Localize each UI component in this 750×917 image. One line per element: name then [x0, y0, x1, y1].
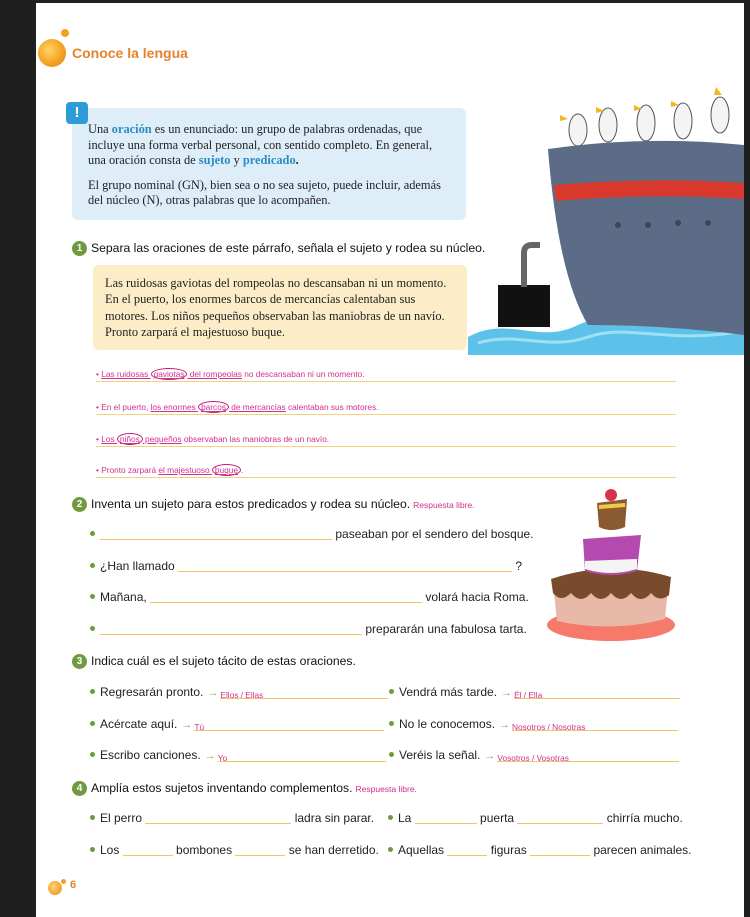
- sun-dot-icon: [61, 879, 66, 884]
- bullet-icon: [90, 594, 95, 599]
- q2-item-3: Mañana, volará hacia Roma.: [90, 590, 529, 604]
- question-number-badge: 4: [72, 781, 87, 796]
- ship-illustration: [468, 75, 744, 365]
- q4-item-1: El perro ladra sin parar.: [90, 811, 374, 825]
- exercise-paragraph: Las ruidosas gaviotas del rompeolas no descansaban ni un momento. En el puerto, los enormes barcos de mercancías calentaban sus motores. Los niños pequeños observaban las maniobras de un navío. Pronto zarpará el majestuoso buque.: [93, 265, 467, 350]
- question-number-badge: 3: [72, 654, 87, 669]
- arrow-icon: →: [204, 750, 216, 762]
- bullet-icon: [90, 847, 95, 852]
- q4-item-3: Los bombones se han derretido.: [90, 843, 379, 857]
- q4-item-4: Aquellas figuras parecen animales.: [388, 843, 692, 857]
- q2-item-1: paseaban por el sendero del bosque.: [90, 527, 534, 541]
- q4-blank[interactable]: [145, 813, 291, 824]
- question-3-title: Indica cuál es el sujeto tácito de estas oraciones.: [91, 654, 356, 668]
- bullet-icon: [90, 689, 95, 694]
- q4-blank[interactable]: [235, 845, 285, 856]
- section-title: Conoce la lengua: [72, 45, 188, 61]
- info-paragraph-1: Una oración es un enunciado: un grupo de palabras ordenadas, que incluye una forma verbal personal, con sentido completo. En general, una oración consta de sujeto y predicado.: [88, 122, 433, 167]
- q3-left-item-1: Regresarán pronto. → Ellos / Ellas: [90, 685, 388, 699]
- question-4-heading: [72, 781, 417, 796]
- answer-line-3: • Los niños pequeños observaban las maniobras de un navío.: [96, 433, 676, 447]
- question-3-heading: [72, 654, 356, 669]
- sun-icon: [38, 39, 66, 67]
- q3-answer-blank[interactable]: Nosotros / Nosotras: [512, 719, 678, 731]
- q2-item-2: ¿Han llamado ?: [90, 559, 522, 573]
- question-1-title: Separa las oraciones de este párrafo, señala el sujeto y rodea su núcleo.: [91, 241, 486, 255]
- q4-blank[interactable]: [415, 813, 477, 824]
- q2-blank-2[interactable]: [178, 561, 512, 572]
- bullet-icon: [90, 563, 95, 568]
- question-number-badge: 2: [72, 497, 87, 512]
- q2-blank-3[interactable]: [150, 592, 422, 603]
- question-1-heading: [72, 241, 485, 256]
- answer-line-4: • Pronto zarpará el majestuoso buque .: [96, 464, 676, 478]
- bullet-icon: [389, 721, 394, 726]
- free-answer-note: Respuesta libre.: [413, 500, 475, 510]
- arrow-icon: →: [484, 750, 496, 762]
- q2-blank-1[interactable]: [100, 529, 332, 540]
- arrow-icon: →: [501, 687, 513, 699]
- question-4-title: Amplía estos sujetos inventando complementos.: [91, 781, 353, 795]
- free-answer-note: Respuesta libre.: [355, 784, 417, 794]
- q3-answer-blank[interactable]: Yo: [218, 750, 386, 762]
- bullet-icon: [388, 815, 393, 820]
- q4-blank[interactable]: [447, 845, 487, 856]
- answer-line-1: • Las ruidosas gaviotas del rompeolas no descansaban ni un momento.: [96, 368, 676, 382]
- sun-icon: [48, 881, 62, 895]
- info-paragraph-2: El grupo nominal (GN), bien sea o no sea sujeto, puede incluir, además del núcleo (N), otras palabras que lo acompañen.: [88, 177, 441, 207]
- bullet-icon: [90, 752, 95, 757]
- arrow-icon: →: [499, 719, 511, 731]
- bullet-icon: [90, 531, 95, 536]
- textbook-page: [36, 3, 744, 917]
- q3-right-item-2: No le conocemos. → Nosotros / Nosotras: [389, 717, 678, 731]
- page-number: 6: [70, 879, 77, 891]
- q3-right-item-1: Vendrá más tarde. → Él / Ella: [389, 685, 680, 699]
- bullet-icon: [90, 721, 95, 726]
- bullet-icon: [90, 626, 95, 631]
- grammar-info-box: [72, 108, 466, 220]
- bullet-icon: [90, 815, 95, 820]
- question-2-title: Inventa un sujeto para estos predicados y rodea su núcleo.: [91, 497, 411, 511]
- q3-answer-blank[interactable]: Ellos / Ellas: [220, 687, 388, 699]
- q4-blank[interactable]: [517, 813, 603, 824]
- nucleus-circle: niños: [117, 433, 143, 445]
- arrow-icon: →: [181, 719, 193, 731]
- q4-blank[interactable]: [123, 845, 173, 856]
- q3-left-item-3: Escribo canciones. → Yo: [90, 748, 386, 762]
- sun-dot-icon: [61, 29, 69, 37]
- q3-answer-blank[interactable]: Tú: [194, 719, 384, 731]
- nucleus-circle: barcos: [198, 401, 229, 413]
- q3-left-item-2: Acércate aquí. → Tú: [90, 717, 384, 731]
- exclamation-icon: !: [66, 102, 88, 124]
- bullet-icon: [388, 847, 393, 852]
- bullet-icon: [389, 689, 394, 694]
- answer-line-2: • En el puerto, los enormes barcos de mercancías calentaban sus motores.: [96, 401, 676, 415]
- q3-answer-blank[interactable]: Vosotros / Vosotras: [497, 750, 679, 762]
- q3-answer-blank[interactable]: Él / Ella: [514, 687, 680, 699]
- arrow-icon: →: [207, 687, 219, 699]
- bullet-icon: [389, 752, 394, 757]
- q2-blank-4[interactable]: [100, 624, 362, 635]
- nucleus-circle: buque: [212, 464, 241, 476]
- question-2-heading: [72, 497, 475, 512]
- q3-right-item-3: Veréis la señal. → Vosotros / Vosotras: [389, 748, 679, 762]
- cake-illustration: [541, 487, 681, 647]
- q4-blank[interactable]: [530, 845, 590, 856]
- question-number-badge: 1: [72, 241, 87, 256]
- q4-item-2: La puerta chirría mucho.: [388, 811, 683, 825]
- nucleus-circle: gaviotas: [151, 368, 188, 380]
- q2-item-4: prepararán una fabulosa tarta.: [90, 622, 527, 636]
